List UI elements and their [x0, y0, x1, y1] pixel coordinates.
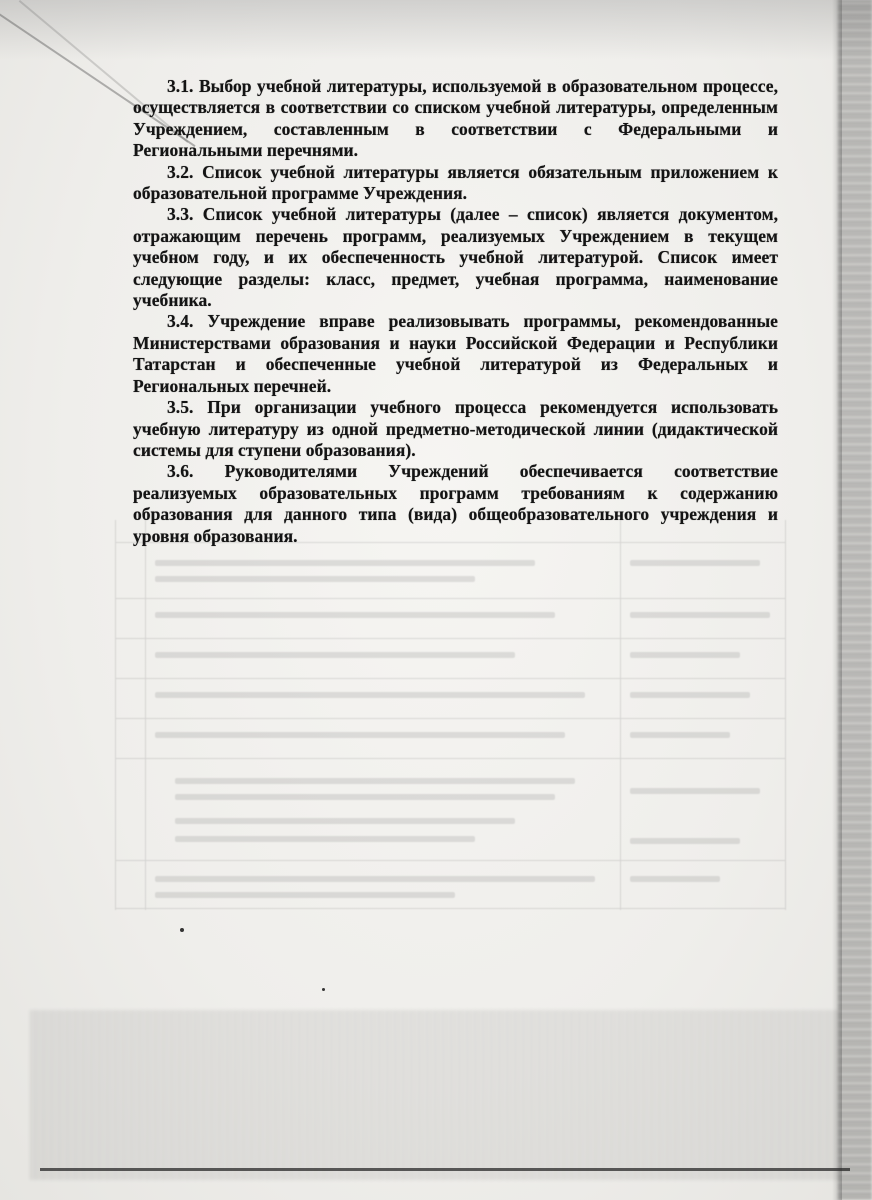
- scan-edge-noise: [838, 0, 872, 1200]
- document-body: [133, 76, 778, 547]
- paragraph-3-2: 3.2. Список учебной литературы является обязательным приложением к образовательной программе Учреждения.: [133, 161, 778, 204]
- scan-top-shadow: [0, 0, 872, 60]
- paragraph-3-4: 3.4. Учреждение вправе реализовывать программы, рекомендованные Министерствами образования и науки Российской Федерации и Республики Татарстан и обеспеченные учебной литературой из Федеральных и Региональных перечней.: [133, 311, 778, 396]
- paragraph-3-1: 3.1. Выбор учебной литературы, используемой в образовательном процессе, осуществляется в соответствии со списком учебной литературы, определенным Учреждением, составленным в соответствии с Федеральными и Региональными перечнями.: [133, 76, 778, 161]
- scan-bottom-noise: [30, 1010, 840, 1180]
- scan-speck: [180, 928, 184, 932]
- bleed-through-table: [115, 520, 785, 910]
- paragraph-3-3: 3.3. Список учебной литературы (далее – список) является документом, отражающим перечень программ, реализуемых Учреждением в текущем учебном году, и их обеспеченность учебной литературой. Список имеет следующие разделы: класс, предмет, учебная программа, наименование учебника.: [133, 204, 778, 311]
- scan-speck: [322, 988, 325, 991]
- scan-bottom-rule: [40, 1168, 850, 1171]
- paragraph-3-6: 3.6. Руководителями Учреждений обеспечивается соответствие реализуемых образовательных программ требованиям к содержанию образования для данного типа (вида) общеобразовательного учреждения и уровня образования.: [133, 461, 778, 546]
- paragraph-3-5: 3.5. При организации учебного процесса рекомендуется использовать учебную литературу из одной предметно-методической линии (дидактической системы для ступени образования).: [133, 397, 778, 460]
